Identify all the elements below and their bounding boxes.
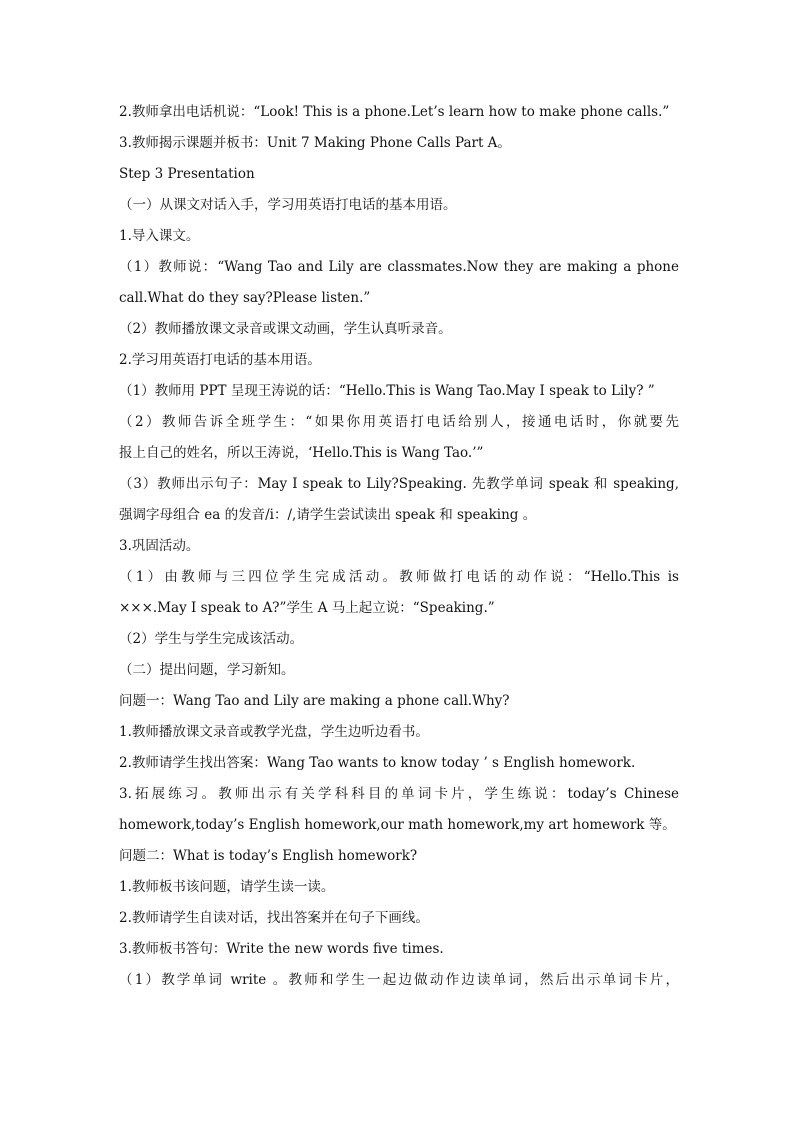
text-line: 3.教师揭示课题并板书：Unit 7 Making Phone Calls Part A。 xyxy=(119,135,511,151)
text-line: 2.学习用英语打电话的基本用语。 xyxy=(119,352,321,368)
text-line: ×××.May I speak to A?”学生 A 马上起立说：“Speaking.” xyxy=(119,600,495,616)
text-line: （1）教师用 PPT 呈现王涛说的话：“Hello.This is Wang Tao.May I speak to Lily? ” xyxy=(119,383,655,399)
text-line: 1.教师播放课文录音或教学光盘，学生边听边看书。 xyxy=(119,724,429,740)
text-line: 问题一：Wang Tao and Lily are making a phone call.Why? xyxy=(119,693,510,709)
text-line: （2）教师告诉全班学生：“如果你用英语打电话给别人，接通电话时，你就要先 xyxy=(119,414,679,430)
text-line: 问题二：What is today’s English homework? xyxy=(119,848,418,864)
text-line: （2）学生与学生完成该活动。 xyxy=(119,631,304,647)
text-line: 强调字母组合 ea 的发音/i：/,请学生尝试读出 speak 和 speaking 。 xyxy=(119,507,537,523)
text-line: 1.导入课文。 xyxy=(119,228,200,244)
text-line: （二）提出问题，学习新知。 xyxy=(119,662,295,678)
text-line: 2.教师拿出电话机说：“Look! This is a phone.Let’s learn how to make phone calls.” xyxy=(119,104,670,120)
text-line: 3.巩固活动。 xyxy=(119,538,200,554)
text-line: （1）教师说：“Wang Tao and Lily are classmates.Now they are making a phone xyxy=(119,259,679,275)
text-line: （2）教师播放课文录音或课文动画，学生认真听录音。 xyxy=(119,321,452,337)
text-line: Step 3 Presentation xyxy=(119,166,255,182)
text-line: 3.拓展练习。教师出示有关学科科目的单词卡片，学生练说：today’s Chinese xyxy=(119,786,679,802)
text-line: 报上自己的姓名，所以王涛说，‘Hello.This is Wang Tao.’” xyxy=(119,445,484,461)
text-line: （3）教师出示句子：May I speak to Lily?Speaking. 先教学单词 speak 和 speaking, xyxy=(119,476,679,492)
text-line: 1.教师板书该问题，请学生读一读。 xyxy=(119,879,335,895)
text-line: 3.教师板书答句：Write the new words five times. xyxy=(119,941,444,957)
text-line: （1）教学单词 write 。教师和学生一起边做动作边读单词，然后出示单词卡片， xyxy=(119,972,679,988)
text-line: 2.教师请学生自读对话，找出答案并在句子下画线。 xyxy=(119,910,429,926)
text-line: （一）从课文对话入手，学习用英语打电话的基本用语。 xyxy=(119,197,457,213)
text-line: 2.教师请学生找出答案：Wang Tao wants to know today ’ s English homework. xyxy=(119,755,636,771)
text-line: homework,today’s English homework,our math homework,my art homework 等。 xyxy=(119,817,676,833)
text-line: call.What do they say?Please listen.” xyxy=(119,290,371,306)
text-line: （1）由教师与三四位学生完成活动。教师做打电话的动作说：“Hello.This is xyxy=(119,569,679,585)
lesson-plan-body xyxy=(119,97,679,996)
